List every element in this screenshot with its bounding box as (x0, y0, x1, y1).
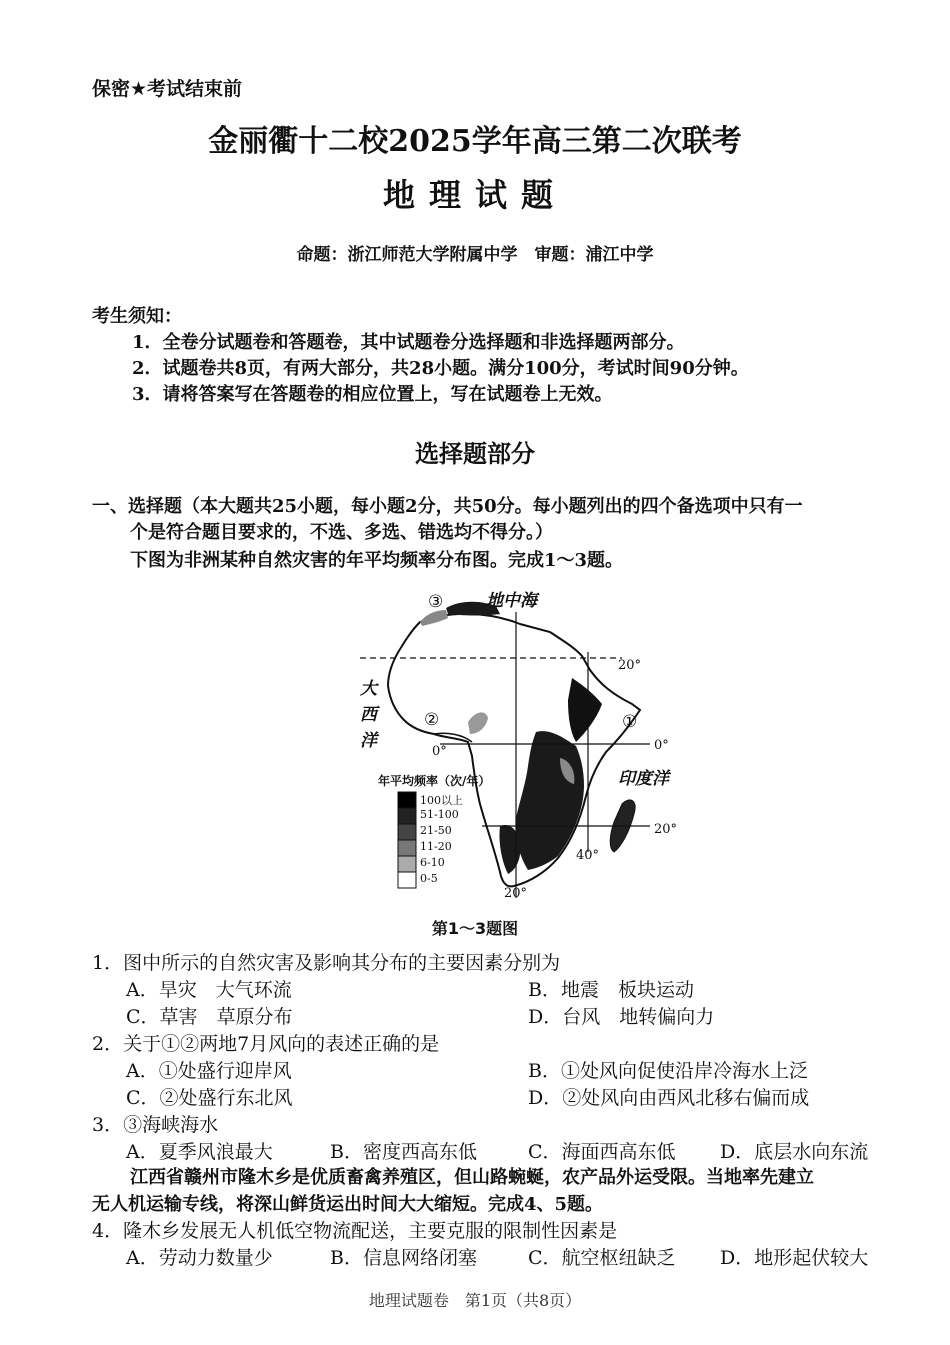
legend-item: 100以上 (420, 794, 463, 807)
q2-option-c[interactable]: C．②处盛行东北风 (126, 1087, 293, 1109)
lon-20-label: 20° (504, 886, 528, 901)
marker-3: ③ (428, 592, 444, 612)
notice-item: 2．试题卷共8页，有两大部分，共28小题。满分100分，考试时间90分钟。 (132, 358, 749, 379)
legend-item: 21-50 (420, 824, 452, 837)
question-3-stem: 3．③海峡海水 (92, 1114, 219, 1136)
q1-option-c[interactable]: C．草害 草原分布 (126, 1006, 293, 1028)
question-2-stem: 2．关于①②两地7月风向的表述正确的是 (92, 1033, 440, 1055)
lat-0-left-label: 0° (432, 744, 447, 759)
part-instructions-line2: 个是符合题目要求的，不选、多选、错选均不得分。） (130, 522, 553, 543)
lat-20n-label: 20° (618, 658, 642, 673)
q3-option-a[interactable]: A．夏季风浪最大 (126, 1141, 273, 1163)
map-caption: 第1～3题图 (431, 919, 519, 938)
part-instructions-line1: 一、选择题（本大题共25小题，每小题2分，共50分。每小题列出的四个备选项中只有一 (92, 496, 803, 517)
africa-hazard-map (350, 582, 680, 912)
section-title: 选择题部分 (415, 439, 535, 468)
hazard-region-southeast (516, 731, 585, 870)
notice-heading: 考生须知： (92, 306, 182, 327)
passage-line2: 无人机运输专线，将深山鲜货运出时间大大缩短。完成4、5题。 (92, 1194, 604, 1215)
lon-40-label: 40° (576, 848, 600, 863)
confidential-label: 保密★考试结束前 (92, 78, 243, 100)
marker-1: ① (622, 712, 638, 732)
legend-item: 0-5 (420, 872, 438, 885)
q4-option-a[interactable]: A．劳动力数量少 (126, 1247, 273, 1269)
q3-option-b[interactable]: B．密度西高东低 (330, 1141, 477, 1163)
label-mediterranean: 地中海 (486, 591, 537, 611)
q1-option-d[interactable]: D．台风 地转偏向力 (528, 1006, 715, 1028)
legend-item: 11-20 (420, 840, 452, 853)
q3-option-c[interactable]: C．海面西高东低 (528, 1141, 676, 1163)
notice-item: 1．全卷分试题卷和答题卷，其中试题卷分选择题和非选择题两部分。 (132, 332, 685, 353)
q4-option-c[interactable]: C．航空枢纽缺乏 (528, 1247, 676, 1269)
q2-option-d[interactable]: D．②处风向由西风北移右偏而成 (528, 1087, 810, 1109)
legend-item: 6-10 (420, 856, 445, 869)
legend-title: 年平均频率（次/年） (378, 774, 491, 788)
legend-item: 51-100 (420, 808, 459, 821)
q2-option-b[interactable]: B．①处风向促使沿岸冷海水上泛 (528, 1060, 808, 1082)
label-atlantic-1: 大 (360, 679, 377, 699)
africa-map-svg (350, 582, 680, 912)
subject-title: 地理试题 (382, 176, 567, 214)
label-atlantic-3: 洋 (360, 731, 377, 751)
lat-0-right-label: 0° (654, 738, 669, 753)
q4-option-d[interactable]: D．地形起伏较大 (720, 1247, 869, 1269)
page-footer: 地理试题卷 第1页（共8页） (368, 1291, 582, 1310)
question-1-stem: 1．图中所示的自然灾害及影响其分布的主要因素分别为 (92, 952, 561, 974)
authors-line: 命题：浙江师范大学附属中学 审题：浦江中学 (296, 245, 654, 265)
q1-option-b[interactable]: B．地震 板块运动 (528, 979, 694, 1001)
exam-title: 金丽衢十二校2025学年高三第二次联考 (208, 124, 742, 159)
hazard-region-east (568, 678, 602, 742)
notice-item: 3．请将答案写在答题卷的相应位置上，写在试题卷上无效。 (132, 384, 613, 405)
marker-2: ② (424, 710, 440, 730)
q3-option-d[interactable]: D．底层水向东流 (720, 1141, 869, 1163)
map-intro: 下图为非洲某种自然灾害的年平均频率分布图。完成1～3题。 (130, 550, 624, 571)
lat-20s-label: 20° (654, 822, 678, 837)
passage-line1: 江西省赣州市隆木乡是优质畜禽养殖区，但山路蜿蜒，农产品外运受限。当地率先建立 (130, 1167, 814, 1188)
label-indian-ocean: 印度洋 (618, 769, 669, 789)
q1-option-a[interactable]: A．旱灾 大气环流 (126, 979, 292, 1001)
question-4-stem: 4．隆木乡发展无人机低空物流配送，主要克服的限制性因素是 (92, 1220, 618, 1242)
label-atlantic-2: 西 (360, 705, 377, 725)
q4-option-b[interactable]: B．信息网络闭塞 (330, 1247, 477, 1269)
q2-option-a[interactable]: A．①处盛行迎岸风 (126, 1060, 292, 1082)
